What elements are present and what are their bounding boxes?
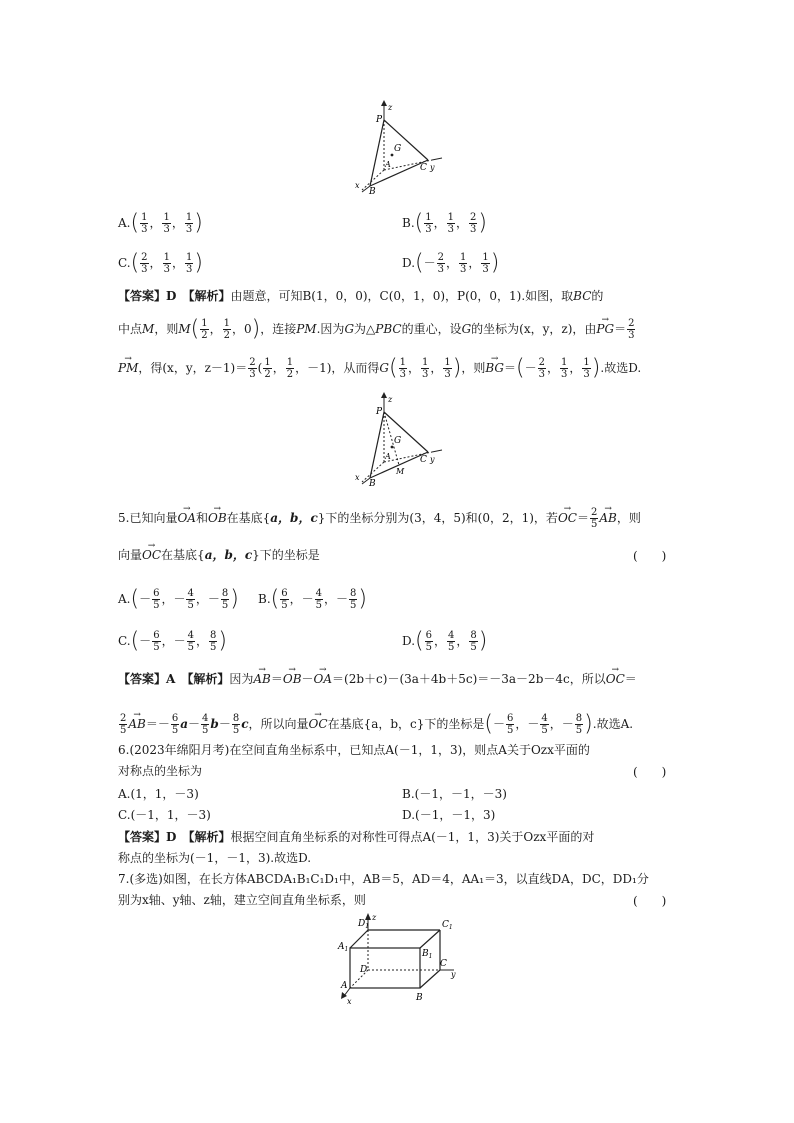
q5-option-b[interactable]: B.( $\frac{6}{5}$ ，－ $\frac{4}{5}$ ，－ $\frac{8}{5}$ ) xyxy=(258,586,367,612)
fig2-label-g: G xyxy=(394,436,402,446)
fig2-label-x: x xyxy=(355,473,360,482)
figure-cuboid xyxy=(328,910,468,1006)
q7-answer-blank[interactable]: ( ) xyxy=(633,894,667,908)
fig2-label-c: C xyxy=(420,455,427,465)
fig3-label-z: z xyxy=(372,913,377,922)
q6-option-a[interactable]: A.(1，1，－3) xyxy=(118,787,199,801)
q5-answer-line-2: $\frac{2}{5}$ → AB＝－ $\frac{6}{5}$ a－ $\frac{4}{5}$ b－ $\frac{8}{5}$ c，所以向量→ OC在基底{a，b，c}下的坐标是(－ $\frac{6}{5}$ ，－ $\frac{4}{5}$ ，－ $\frac{8}{5}$ ).故选A. xyxy=(118,713,633,736)
q4-option-d[interactable]: D.(－ $\frac{2}{3}$ ， $\frac{1}{3}$ ， $\frac{1}{3}$ ) xyxy=(402,250,500,276)
q5-option-d[interactable]: D.( $\frac{6}{5}$ ， $\frac{4}{5}$ ， $\frac{8}{5}$ ) xyxy=(402,628,488,654)
fig1-label-c: C xyxy=(420,163,427,173)
fig1-label-x: x xyxy=(355,181,360,190)
q6-option-b[interactable]: B.(－1，－1，－3) xyxy=(402,787,507,801)
fig1-label-a: A xyxy=(385,160,391,169)
q5-option-a[interactable]: A.(－ $\frac{6}{5}$ ，－ $\frac{4}{5}$ ，－ $\frac{8}{5}$ ) xyxy=(118,586,239,612)
fig1-label-b: B xyxy=(369,187,376,196)
fig2-label-b: B xyxy=(369,479,376,488)
q5-answer-blank[interactable]: ( ) xyxy=(633,549,667,563)
fig1-label-g: G xyxy=(394,144,402,154)
fig1-label-p: P xyxy=(376,115,383,125)
fig3-label-c: C xyxy=(440,959,447,969)
fig2-label-y: y xyxy=(430,455,435,464)
q5-answer-line-1: 【答案】A 【解析】因为→ AB＝→ OB－→ OA＝(2b＋c)－(3a＋4b＋5c)＝－3a－2b－4c，所以→ OC＝ xyxy=(118,671,637,687)
q7-stem-line-2: 别为x轴、y轴、z轴，建立空间直角坐标系，则 xyxy=(118,893,366,907)
figure-tetrahedron-1 xyxy=(352,100,448,196)
q6-stem-line-2: 对称点的坐标为 xyxy=(118,764,203,778)
fig2-label-z: z xyxy=(388,395,393,404)
q4-option-c[interactable]: C.( $\frac{2}{3}$ ， $\frac{1}{3}$ ， $\frac{1}{3}$ ) xyxy=(118,250,203,276)
q4-answer-line-3: → PM，得(x，y，z－1)＝ $\frac{2}{3}$ ( $\frac{1}{2}$ ， $\frac{1}{2}$ ，－1)，从而得G( $\frac{1}{3}$ ， $\frac{1}{3}$ ， $\frac{1}{3}$ )，则→ BG＝(－ $\frac{2}{3}$ ， $\frac{1}{3}$ ， $\frac{1}{3}$ ).故选D. xyxy=(118,357,641,380)
fig3-label-b: B xyxy=(416,993,423,1003)
q6-stem-line-1: 6.(2023年绵阳月考)在空间直角坐标系中，已知点A(－1，1，3)，则点A关于Ozx平面的 xyxy=(118,743,590,757)
q6-answer-line-1: 【答案】D 【解析】根据空间直角坐标系的对称性可得点A(－1，1，3)关于Ozx平面的对 xyxy=(118,830,595,844)
q6-answer-blank[interactable]: ( ) xyxy=(633,765,667,779)
fig3-label-y: y xyxy=(451,970,456,979)
q6-answer-line-2: 称点的坐标为(－1，－1，3).故选D. xyxy=(118,851,312,865)
figure-tetrahedron-2 xyxy=(352,392,448,488)
fig3-label-a1: $A_1$ xyxy=(338,942,349,953)
q6-option-d[interactable]: D.(－1，－1，3) xyxy=(402,808,496,822)
fig2-label-a: A xyxy=(385,452,391,461)
q5-stem-line-2: 向量→ OC在基底{a，b，c}下的坐标是 xyxy=(118,547,320,563)
q5-stem-line-1: 5.已知向量→ OA和→ OB在基底{a，b，c}下的坐标分别为(3，4，5)和(0，2，1)，若→ OC＝ $\frac{2}{5}$ → AB，则 xyxy=(118,507,641,530)
q6-option-c[interactable]: C.(－1，1，－3) xyxy=(118,808,211,822)
fig1-label-z: z xyxy=(388,103,393,112)
q4-answer-line-1: 【答案】D 【解析】由题意，可知B(1，0，0)，C(0，1，0)，P(0，0，1).如图，取BC的 xyxy=(118,289,604,303)
fig3-label-d: D xyxy=(360,965,368,975)
fig2-label-p: P xyxy=(376,407,383,417)
fig2-label-m: M xyxy=(396,467,405,476)
fig3-label-c1: $C_1$ xyxy=(442,920,453,931)
fig3-label-a: A xyxy=(341,981,348,991)
fig3-label-d1: $D_1$ xyxy=(358,919,370,930)
q4-answer-line-2: 中点M，则M( $\frac{1}{2}$ ， $\frac{1}{2}$ ，0)，连接PM.因为G为△PBC的重心，设G的坐标为(x，y，z)，由→ PG＝ $\frac{2}{3}$ xyxy=(118,318,636,341)
q4-option-a[interactable]: A.( $\frac{1}{3}$ ， $\frac{1}{3}$ ， $\frac{1}{3}$ ) xyxy=(118,210,203,236)
q4-option-b[interactable]: B.( $\frac{1}{3}$ ， $\frac{1}{3}$ ， $\frac{2}{3}$ ) xyxy=(402,210,487,236)
fig3-label-x: x xyxy=(347,997,352,1006)
q5-option-c[interactable]: C.(－ $\frac{6}{5}$ ，－ $\frac{4}{5}$ ， $\frac{8}{5}$ ) xyxy=(118,628,227,654)
fig3-label-b1: $B_1$ xyxy=(422,949,433,960)
q7-stem-line-1: 7.(多选)如图，在长方体ABCDA₁B₁C₁D₁中，AB＝5，AD＝4，AA₁＝3，以直线DA，DC，DD₁分 xyxy=(118,872,649,886)
fig1-label-y: y xyxy=(430,163,435,172)
